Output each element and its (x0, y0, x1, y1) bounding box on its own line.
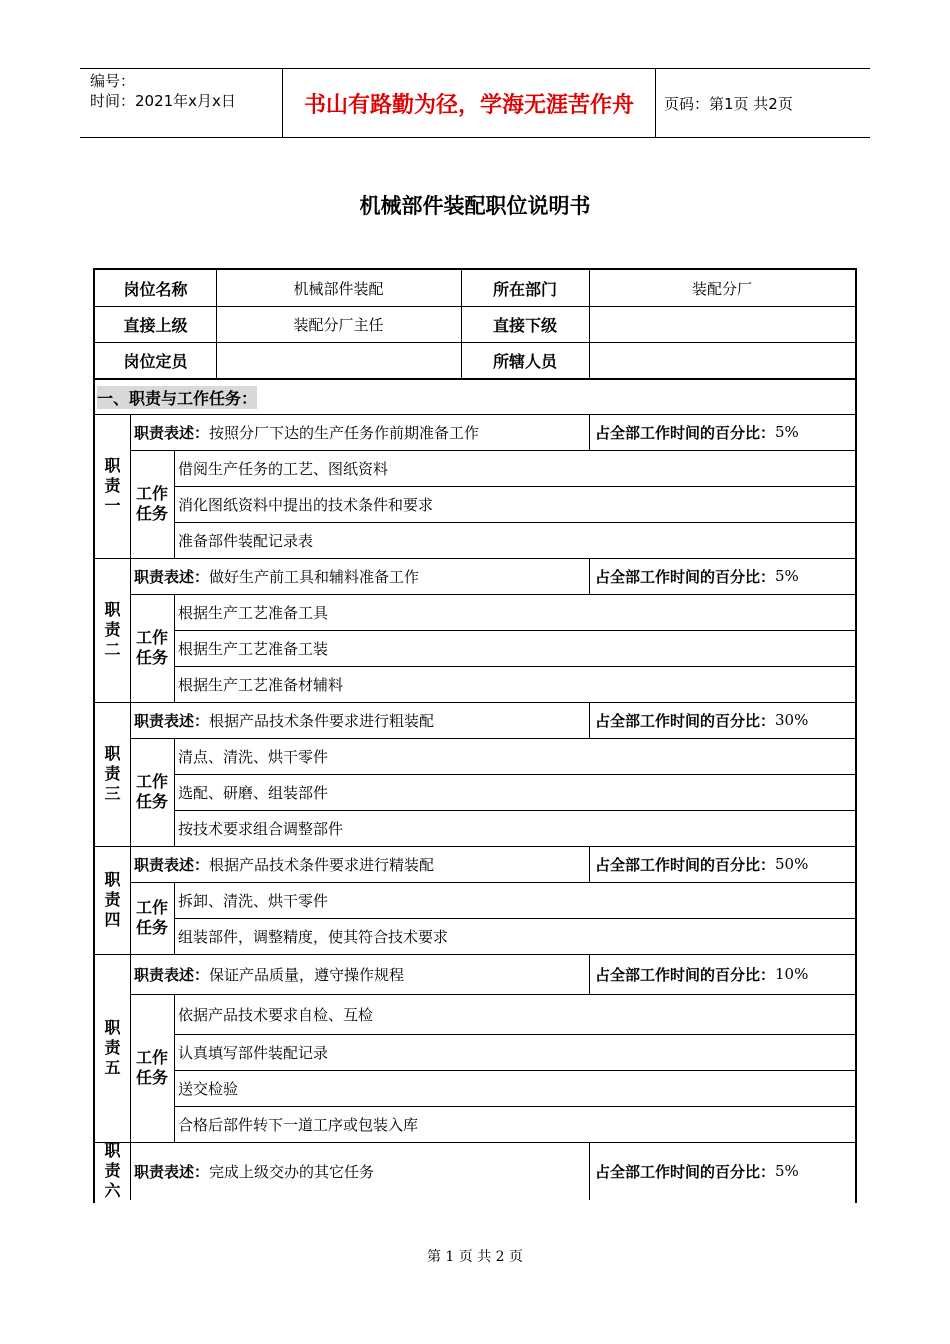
work-task-label-text: 工作任务 (135, 898, 168, 937)
duty-description (130, 702, 589, 738)
duty-time-percentage (589, 558, 855, 594)
work-task-label (130, 738, 174, 846)
work-task-label (130, 882, 174, 954)
percentage-label: 占全部工作时间的百分比： (595, 711, 776, 730)
duty-description (130, 846, 589, 882)
work-task-label-text: 工作任务 (135, 484, 168, 523)
managed-label: 所辖人员 (492, 351, 557, 371)
duty-description-text: 保证产品质量，遵守操作规程 (209, 965, 405, 984)
time-label: 时间：2021年x月x日 (90, 92, 236, 110)
work-task-label-text: 工作任务 (135, 628, 168, 667)
duty-description-label: 职责表述： (134, 855, 210, 874)
duty-description-label: 职责表述： (134, 423, 210, 442)
percentage-value: 10% (775, 965, 809, 983)
task-item: 根据生产工艺准备工具 (178, 603, 329, 622)
duty-label (95, 846, 130, 954)
duty-label-text: 职责五 (104, 1018, 121, 1077)
duty-description (130, 954, 589, 994)
duty-description-label: 职责表述： (134, 1162, 210, 1181)
department-label: 所在部门 (492, 279, 557, 299)
work-task-label (130, 594, 174, 702)
header-page-info: 页码：第1页 共2页 (664, 94, 793, 113)
percentage-value: 5% (775, 423, 799, 441)
duty-label-text: 职责六 (104, 1141, 121, 1200)
percentage-label: 占全部工作时间的百分比： (595, 1162, 776, 1181)
superior-value: 装配分厂主任 (293, 315, 384, 334)
header-meta (80, 69, 282, 137)
duty-label-text: 职责一 (104, 456, 121, 515)
document-title: 机械部件装配职位说明书 (359, 194, 591, 218)
percentage-label: 占全部工作时间的百分比： (595, 423, 776, 442)
duty-description-label: 职责表述： (134, 965, 210, 984)
duty-description-text: 根据产品技术条件要求进行精装配 (209, 855, 435, 874)
percentage-value: 5% (775, 567, 799, 585)
percentage-label: 占全部工作时间的百分比： (595, 855, 776, 874)
headcount-value (216, 342, 461, 378)
position-name-label: 岗位名称 (123, 279, 188, 299)
task-item: 合格后部件转下一道工序或包装入库 (178, 1115, 419, 1134)
section-title (95, 380, 855, 414)
duty-description-text: 完成上级交办的其它任务 (209, 1162, 375, 1181)
duty-label (95, 702, 130, 846)
work-task-label-text: 工作任务 (135, 772, 168, 811)
section-title-text: 一、职责与工作任务： (97, 386, 257, 409)
task-item: 消化图纸资料中提出的技术条件和要求 (178, 495, 434, 514)
duty-time-percentage (589, 954, 855, 994)
position-name-value: 机械部件装配 (293, 279, 384, 298)
duty-label (95, 558, 130, 702)
task-item: 清点、清洗、烘干零件 (178, 747, 329, 766)
duty-label (95, 414, 130, 558)
duty-time-percentage (589, 702, 855, 738)
duty-description-text: 根据产品技术条件要求进行粗装配 (209, 711, 435, 730)
duty-time-percentage (589, 1142, 855, 1200)
task-item: 选配、研磨、组装部件 (178, 783, 329, 802)
page-header (80, 68, 870, 138)
task-item: 依据产品技术要求自检、互检 (178, 1005, 374, 1024)
work-task-label (130, 450, 174, 558)
number-label: 编号： (90, 72, 136, 90)
duty-description-label: 职责表述： (134, 567, 210, 586)
department-value: 装配分厂 (691, 279, 752, 298)
duty-label (95, 1142, 130, 1200)
duty-description (130, 1142, 589, 1200)
task-item: 根据生产工艺准备材辅料 (178, 675, 344, 694)
page-footer: 第 1 页 共 2 页 (426, 1249, 524, 1265)
task-item: 组装部件，调整精度，使其符合技术要求 (178, 927, 449, 946)
subordinate-value (589, 306, 855, 342)
task-item: 借阅生产任务的工艺、图纸资料 (178, 459, 389, 478)
task-item: 准备部件装配记录表 (178, 531, 314, 550)
duty-description-label: 职责表述： (134, 711, 210, 730)
duty-description-text: 做好生产前工具和辅料准备工作 (209, 567, 420, 586)
percentage-value: 5% (775, 1162, 799, 1180)
duty-time-percentage (589, 414, 855, 450)
superior-label: 直接上级 (123, 315, 188, 335)
managed-value (589, 342, 855, 378)
duty-label-text: 职责四 (104, 870, 121, 929)
work-task-label-text: 工作任务 (135, 1048, 168, 1087)
duty-label-text: 职责三 (104, 744, 121, 803)
percentage-value: 50% (775, 855, 809, 873)
task-item: 按技术要求组合调整部件 (178, 819, 344, 838)
percentage-value: 30% (775, 711, 809, 729)
duty-label (95, 954, 130, 1142)
subordinate-label: 直接下级 (492, 315, 557, 335)
task-item: 根据生产工艺准备工装 (178, 639, 329, 658)
duty-description (130, 558, 589, 594)
duty-description-text: 按照分厂下达的生产任务作前期准备工作 (209, 423, 480, 442)
duty-time-percentage (589, 846, 855, 882)
task-item: 认真填写部件装配记录 (178, 1043, 329, 1062)
duty-label-text: 职责二 (104, 600, 121, 659)
header-motto: 书山有路勤为径，学海无涯苦作舟 (282, 69, 656, 137)
percentage-label: 占全部工作时间的百分比： (595, 567, 776, 586)
duty-description (130, 414, 589, 450)
percentage-label: 占全部工作时间的百分比： (595, 965, 776, 984)
job-description-table (93, 268, 857, 1203)
task-item: 拆卸、清洗、烘干零件 (178, 891, 329, 910)
task-item: 送交检验 (178, 1079, 239, 1098)
headcount-label: 岗位定员 (123, 351, 188, 371)
work-task-label (130, 994, 174, 1142)
